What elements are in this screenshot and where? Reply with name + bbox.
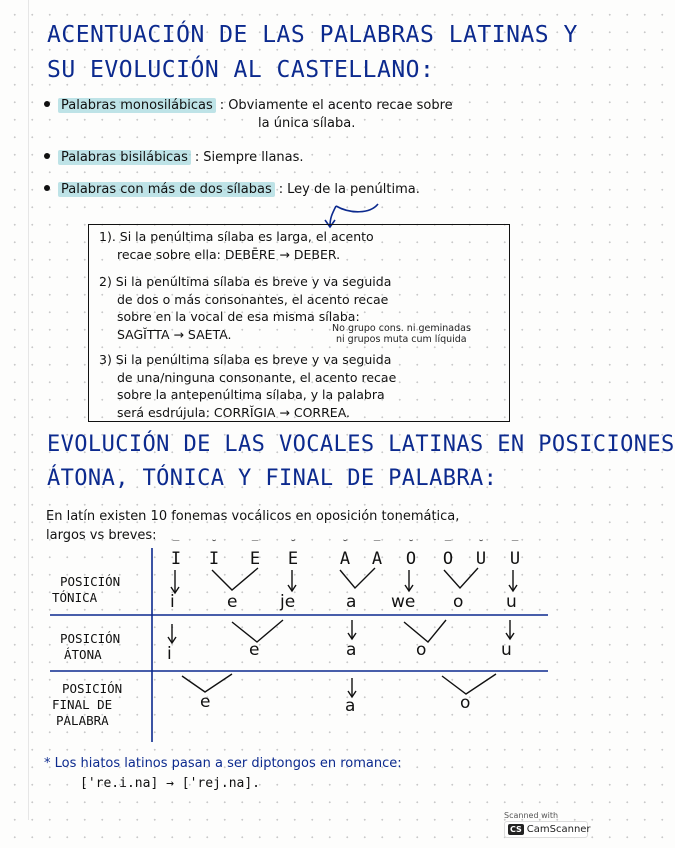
- row-label-tonica: POSICIÓN TÓNICA: [52, 574, 121, 605]
- vowel-header: ‾ U: [509, 538, 521, 569]
- page-title-line-1: ACENTUACIÓN DE LAS PALABRAS LATINAS Y: [47, 22, 578, 48]
- vowel-header: ‾ I: [170, 538, 182, 569]
- vowel-header: ‾ O: [442, 538, 454, 569]
- result-tonica: a: [346, 592, 357, 612]
- bullet-text: Obviamente el acento recae sobre: [228, 98, 453, 113]
- bullet-label: Palabras con más de dos sílabas: [58, 182, 275, 197]
- bullet-bisilabicas: Palabras bisilábicas : Siempre llanas.: [44, 150, 304, 165]
- vowel-header: ˘ U: [475, 538, 487, 569]
- result-tonica: u: [506, 592, 517, 612]
- bullet-text: Siempre llanas.: [203, 150, 304, 165]
- intro-line-2: largos vs breves:: [46, 528, 157, 543]
- vowel-header: ˘ O: [405, 538, 417, 569]
- bullet-mas-de-dos: Palabras con más de dos sílabas : Ley de la penúltima.: [44, 182, 420, 197]
- result-tonica: o: [453, 592, 464, 612]
- page-title-line-2: SU EVOLUCIÓN AL CASTELLANO:: [47, 57, 435, 83]
- result-final: e: [200, 692, 211, 712]
- bullet-label: Palabras monosilábicas: [58, 98, 216, 113]
- bullet-continuation: la única sílaba.: [258, 116, 356, 131]
- result-atona: o: [416, 640, 427, 660]
- row-label-atona: POSICIÓN ÁTONA: [60, 631, 121, 662]
- camscanner-logo: [504, 821, 591, 838]
- scanner-caption: Scanned with: [504, 811, 559, 820]
- bullet-monosilabicas: Palabras monosilábicas : Obviamente el acento recae sobre: [44, 98, 453, 113]
- intro-line-1: En latín existen 10 fonemas vocálicos en oposición tonemática,: [46, 509, 460, 524]
- result-atona: a: [346, 640, 357, 660]
- footer-example: ['re.i.na] → ['rej.na].: [80, 776, 261, 791]
- result-final: a: [345, 696, 356, 716]
- vowel-header: ‾ A: [371, 538, 383, 569]
- result-tonica: i: [170, 592, 175, 612]
- camscanner-watermark: [504, 811, 591, 838]
- vowel-header: ‾ E: [249, 538, 261, 569]
- result-tonica: je: [280, 592, 296, 612]
- rule-2-note: No grupo cons. ni geminadas ni grupos muta cum líquida: [332, 323, 471, 345]
- result-final: o: [460, 693, 471, 713]
- vowel-header: ˘ E: [287, 538, 299, 569]
- result-atona: i: [167, 644, 172, 664]
- bullet-label: Palabras bisilábicas: [58, 150, 191, 165]
- rule-2: 2) Si la penúltima sílaba es breve y va seguida de dos o más consonantes, el acento recae sobre en la vocal de esa misma sílaba: SAGĬTTA → SAETA.: [99, 274, 392, 342]
- result-atona: e: [249, 640, 260, 660]
- vowel-header: ˘ I: [208, 538, 220, 569]
- footer-note: * Los hiatos latinos pasan a ser diptongos en romance:: [44, 756, 402, 771]
- vowel-header: ˘ A: [339, 538, 351, 569]
- result-tonica: e: [227, 592, 238, 612]
- result-atona: u: [501, 640, 512, 660]
- rule-1: 1). Si la penúltima sílaba es larga, el acento recae sobre ella: DEBĒRE → DEBER.: [99, 229, 374, 262]
- camscanner-brand: CamScanner: [526, 824, 591, 835]
- section-2-title-line-2: ÁTONA, TÓNICA Y FINAL DE PALABRA:: [47, 466, 498, 491]
- bullet-text: Ley de la penúltima.: [287, 182, 420, 197]
- result-tonica: we: [391, 592, 416, 612]
- row-label-final: POSICIÓN FINAL DE PALABRA: [52, 681, 123, 728]
- camscanner-badge: CS: [510, 825, 522, 834]
- section-2-title-line-1: EVOLUCIÓN DE LAS VOCALES LATINAS EN POSICIONES: [47, 432, 675, 457]
- rule-3: 3) Si la penúltima sílaba es breve y va seguida de una/ninguna consonante, el acento recae sobre la antepenúltima sílaba, y la palabra será esdrújula: CORRĬGIA → CORREA.: [99, 352, 397, 420]
